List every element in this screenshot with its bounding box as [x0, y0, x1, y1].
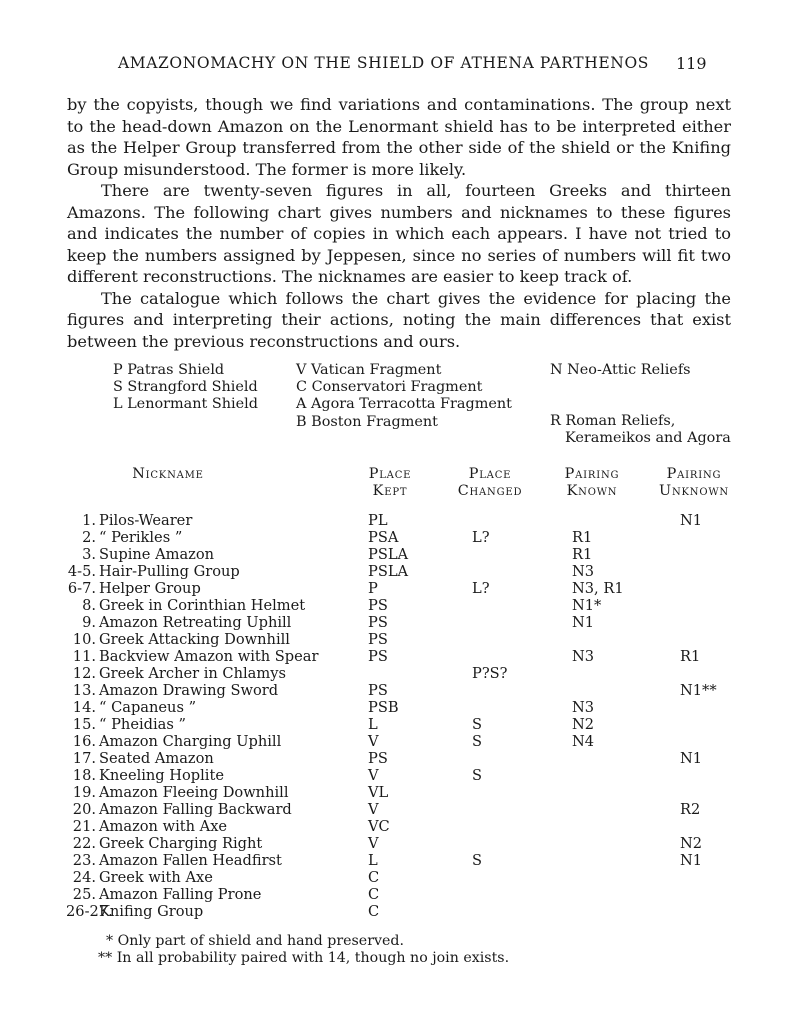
figure-number: 9. — [82, 614, 96, 631]
place-changed-cell: S — [472, 716, 482, 733]
legend-entry: N Neo-Attic Reliefs — [550, 362, 691, 378]
place-kept-cell: V — [368, 835, 379, 852]
header-line: Known — [566, 483, 618, 499]
figure-number: 13. — [72, 682, 96, 699]
figure-number: 4-5. — [67, 563, 96, 580]
place-kept-cell: P — [368, 580, 378, 597]
figure-nickname: Greek Archer in Chlamys — [99, 665, 286, 682]
place-changed-cell: P?S? — [472, 665, 508, 682]
place-kept-cell: L — [368, 716, 378, 733]
pairing-unknown-cell: R2 — [680, 801, 701, 818]
place-kept-cell: L — [368, 852, 378, 869]
pairing-known-cell: R1 — [572, 529, 593, 546]
figure-number: 2. — [82, 529, 96, 546]
figure-number: 11. — [72, 648, 96, 665]
legend-column-fragments — [296, 362, 512, 431]
header-line: Pairing — [666, 466, 722, 482]
header-line: Place — [468, 466, 512, 482]
legend-entry: Kerameikos and Agora — [565, 430, 731, 447]
figure-nickname: “ Perikles ” — [99, 529, 183, 546]
place-changed-cell: L? — [472, 580, 490, 597]
figure-nickname: Seated Amazon — [99, 750, 214, 767]
figure-number: 1. — [82, 512, 96, 529]
figure-number: 16. — [72, 733, 96, 750]
place-kept-cell: PS — [368, 682, 388, 699]
figure-nickname: Kneeling Hoplite — [99, 767, 224, 784]
figure-number: 21. — [72, 818, 96, 835]
figure-nickname: Helper Group — [99, 580, 201, 597]
figure-nickname: Backview Amazon with Spear — [99, 648, 319, 665]
figure-nickname: Amazon with Axe — [99, 818, 228, 835]
table-row — [0, 597, 797, 614]
legend-entry: A Agora Terracotta Fragment — [296, 396, 512, 413]
figure-nickname: Greek Charging Right — [99, 835, 263, 852]
footnotes — [98, 933, 509, 967]
figure-nickname: “ Pheidias ” — [99, 716, 186, 733]
figure-nickname: Amazon Fallen Headfirst — [99, 852, 282, 869]
pairing-known-cell: N1* — [572, 597, 602, 614]
figure-nickname: Amazon Charging Uphill — [99, 733, 282, 750]
body-text — [67, 94, 731, 352]
place-kept-cell: PL — [368, 512, 388, 529]
table-row — [0, 818, 797, 835]
pairing-known-cell: N3, R1 — [572, 580, 624, 597]
place-kept-cell: V — [368, 767, 379, 784]
place-kept-cell: PSLA — [368, 563, 409, 580]
figure-nickname: Greek with Axe — [99, 869, 213, 886]
header-line: Pairing — [564, 466, 620, 482]
place-kept-cell: PS — [368, 614, 388, 631]
legend-entry: R Roman Reliefs, — [550, 413, 676, 429]
legend-column-shields — [113, 362, 258, 414]
pairing-unknown-cell: N1 — [680, 512, 703, 529]
figure-number: 6-7. — [67, 580, 96, 597]
place-kept-cell: V — [368, 801, 379, 818]
footnote-double-asterisk: ** In all probability paired with 14, though no join exists. — [98, 950, 510, 966]
running-head-title: AMAZONOMACHY ON THE SHIELD OF ATHENA PARTHENOS — [118, 54, 649, 72]
figure-nickname: Amazon Fleeing Downhill — [99, 784, 289, 801]
table-row — [0, 733, 797, 750]
header-line: Changed — [457, 483, 523, 499]
header-nickname: Nickname — [132, 466, 204, 482]
place-changed-cell: S — [472, 767, 482, 784]
table-row — [0, 835, 797, 852]
figure-nickname: Supine Amazon — [99, 546, 215, 563]
figure-nickname: Hair-Pulling Group — [99, 563, 240, 580]
page-number: 119 — [676, 54, 707, 73]
table-row — [0, 665, 797, 682]
figure-number: 23. — [72, 852, 96, 869]
pairing-known-cell: N3 — [572, 563, 595, 580]
legend-column-reliefs-bottom — [550, 413, 731, 447]
header-pairing-known — [556, 466, 628, 500]
figure-number: 14. — [72, 699, 96, 716]
legend-column-reliefs-top — [550, 362, 691, 379]
legend-entry: P Patras Shield — [113, 362, 225, 378]
table-row — [0, 852, 797, 869]
table-row — [0, 563, 797, 580]
footnote-single-asterisk: * Only part of shield and hand preserved. — [106, 933, 404, 949]
header-line: Kept — [372, 483, 408, 499]
place-changed-cell: S — [472, 852, 482, 869]
table-row — [0, 750, 797, 767]
sigla-legend — [0, 362, 797, 452]
pairing-known-cell: N3 — [572, 699, 595, 716]
place-kept-cell: PS — [368, 648, 388, 665]
figure-number: 8. — [82, 597, 96, 614]
figure-number: 17. — [72, 750, 96, 767]
header-place-changed — [452, 466, 528, 500]
place-kept-cell: PS — [368, 750, 388, 767]
figure-nickname: Pilos-Wearer — [99, 512, 193, 529]
pairing-unknown-cell: R1 — [680, 648, 701, 665]
table-row — [0, 767, 797, 784]
figure-number: 3. — [82, 546, 96, 563]
table-row — [0, 699, 797, 716]
figure-number: 18. — [72, 767, 96, 784]
paragraph-3: The catalogue which follows the chart gives the evidence for placing the figures and interpreting their actions, noting the main differences that exist between the previous reconstructions and ours. — [67, 288, 731, 351]
pairing-known-cell: N1 — [572, 614, 595, 631]
legend-entry: S Strangford Shield — [113, 379, 258, 396]
header-place-kept — [358, 466, 422, 500]
table-row — [0, 716, 797, 733]
figure-number: 12. — [72, 665, 96, 682]
figure-number: 19. — [72, 784, 96, 801]
table-row — [0, 546, 797, 563]
legend-entry: V Vatican Fragment — [296, 362, 442, 378]
place-kept-cell: VL — [368, 784, 389, 801]
place-kept-cell: PSB — [368, 699, 399, 716]
figure-nickname: Amazon Falling Prone — [99, 886, 262, 903]
table-row — [0, 886, 797, 903]
figure-number: 15. — [72, 716, 96, 733]
table-row — [0, 903, 797, 920]
place-changed-cell: S — [472, 733, 482, 750]
figure-nickname: Knifing Group — [99, 903, 204, 920]
place-changed-cell: L? — [472, 529, 490, 546]
place-kept-cell: PS — [368, 597, 388, 614]
header-line: Place — [368, 466, 412, 482]
place-kept-cell: PSA — [368, 529, 399, 546]
legend-entry: L Lenormant Shield — [113, 396, 258, 413]
place-kept-cell: C — [368, 869, 380, 886]
figure-nickname: Amazon Drawing Sword — [99, 682, 279, 699]
pairing-known-cell: N3 — [572, 648, 595, 665]
table-row — [0, 529, 797, 546]
pairing-known-cell: N4 — [572, 733, 595, 750]
figure-number: 20. — [72, 801, 96, 818]
table-row — [0, 648, 797, 665]
header-line: Unknown — [659, 483, 729, 499]
figure-nickname: Greek in Corinthian Helmet — [99, 597, 306, 614]
figure-number: 25. — [72, 886, 96, 903]
figure-number: 26-27. — [66, 903, 113, 920]
table-row — [0, 801, 797, 818]
place-kept-cell: C — [368, 903, 380, 920]
pairing-unknown-cell: N2 — [680, 835, 703, 852]
table-row — [0, 512, 797, 529]
pairing-known-cell: R1 — [572, 546, 593, 563]
table-row — [0, 614, 797, 631]
pairing-unknown-cell: N1 — [680, 852, 703, 869]
place-kept-cell: PSLA — [368, 546, 409, 563]
table-row — [0, 869, 797, 886]
figure-nickname: Amazon Retreating Uphill — [99, 614, 292, 631]
table-row — [0, 631, 797, 648]
figure-number: 24. — [72, 869, 96, 886]
place-kept-cell: C — [368, 886, 380, 903]
table-row — [0, 682, 797, 699]
header-pairing-unknown — [652, 466, 736, 500]
paragraph-2: There are twenty-seven figures in all, fourteen Greeks and thirteen Amazons. The following chart gives numbers and nicknames to these figures and indicates the number of copies in which each appears. I have not tried to keep the numbers assigned by Jeppesen, since no series of numbers will fit two different reconstructions. The nicknames are easier to keep track of. — [67, 181, 731, 286]
figure-number: 10. — [72, 631, 96, 648]
table-row — [0, 580, 797, 597]
pairing-unknown-cell: N1 — [680, 750, 703, 767]
pairing-known-cell: N2 — [572, 716, 595, 733]
figure-number: 22. — [72, 835, 96, 852]
legend-entry: C Conservatori Fragment — [296, 379, 483, 396]
figure-nickname: Amazon Falling Backward — [99, 801, 292, 818]
figure-nickname: Greek Attacking Downhill — [99, 631, 290, 648]
legend-entry: B Boston Fragment — [296, 413, 438, 430]
paragraph-1: by the copyists, though we find variations and contaminations. The group next to the head-down Amazon on the Lenormant shield has to be interpreted either as the Helper Group transferred from the other side of the shield or the Knifing Group misunderstood. The former is more likely. — [67, 95, 731, 179]
place-kept-cell: PS — [368, 631, 388, 648]
place-kept-cell: V — [368, 733, 379, 750]
place-kept-cell: VC — [368, 818, 390, 835]
table-row — [0, 784, 797, 801]
pairing-unknown-cell: N1** — [680, 682, 717, 699]
chart-rows — [0, 512, 797, 920]
figure-nickname: “ Capaneus ” — [99, 699, 197, 716]
